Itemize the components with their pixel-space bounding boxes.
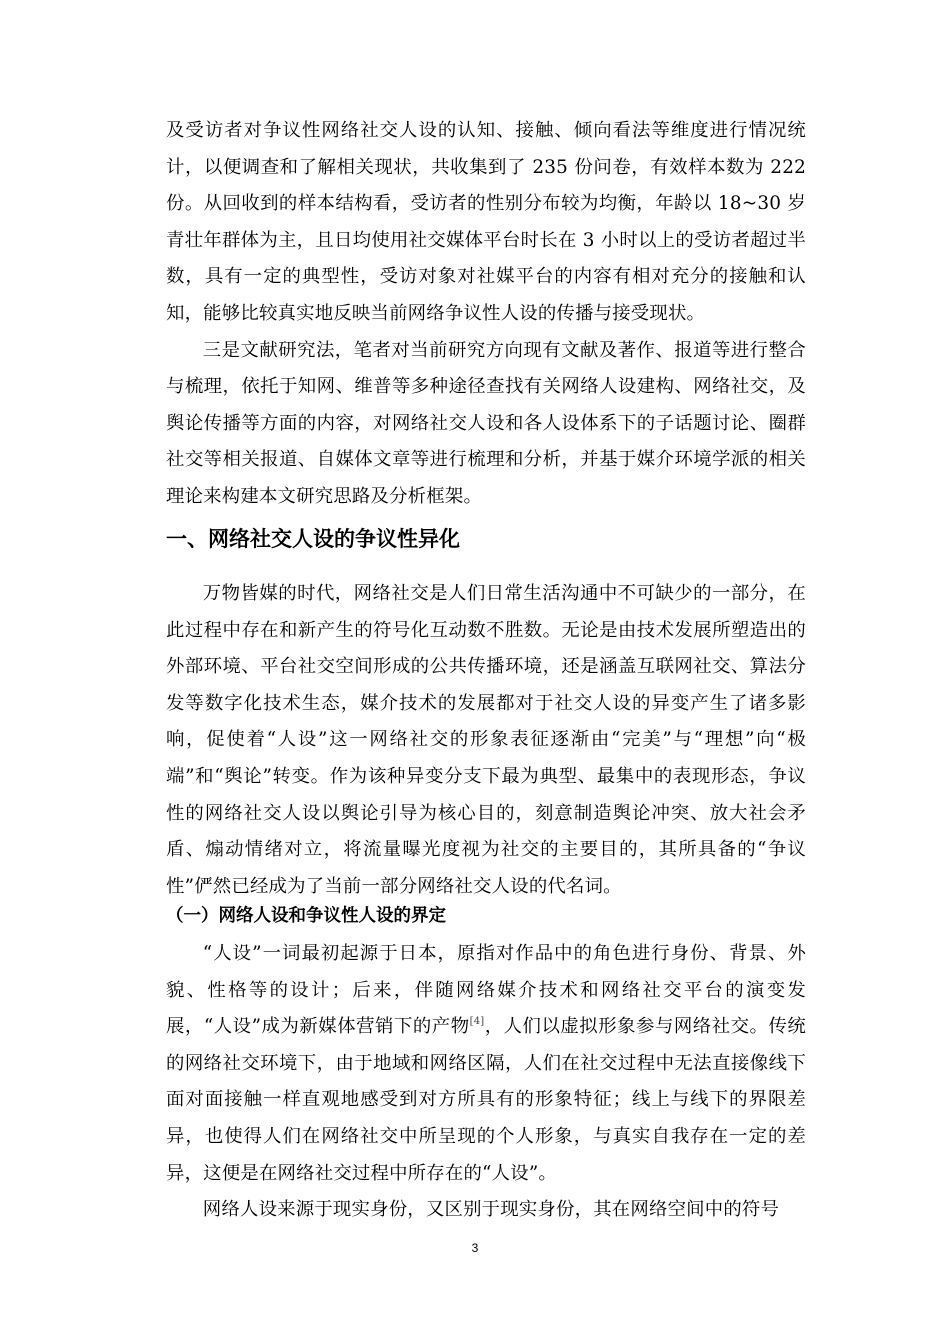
paragraph-persona-definition (166, 936, 806, 1192)
subsection-text-block (166, 936, 806, 1229)
persona-text-after-ref: ，人们以虚拟形象参与网络社交。传统的网络社交环境下，由于地域和网络区隔，人们在社交过程中无法直接像线下面对面接触一样直观地感受到对方所具有的形象特征；线上与线下的界限差异，也使得人们在网络社交中所呈现的个人形象，与真实自我存在一定的差异，这便是在网络社交过程中所存在的“人设”。 (166, 1016, 806, 1184)
paragraph-survey: 及受访者对争议性网络社交人设的认知、接触、倾向看法等维度进行情况统计，以便调查和了解相关现状，共收集到了 235 份问卷，有效样本数为 222 份。从回收到的样本结构看，受访者的性别分布较为均衡，年龄以 18~30 岁青壮年群体为主，且日均使用社交媒体平台时长在 3 小时以上的受访者超过半数，具有一定的典型性，受访对象对社媒平台的内容有相对充分的接触和认知，能够比较真实地反映当前网络争议性人设的传播与接受现状。 (166, 120, 806, 324)
paragraph-section-intro: 万物皆媒的时代，网络社交是人们日常生活沟通中不可缺少的一部分，在此过程中存在和新产生的符号化互动数不胜数。无论是由技术发展所塑造出的外部环境、平台社交空间形成的公共传播环境，还是涵盖互联网社交、算法分发等数字化技术生态，媒介技术的发展都对于社交人设的异变产生了诸多影响，促使着“人设”这一网络社交的形象表征逐渐由“完美”与“理想”向“极端”和“舆论”转变。作为该种异变分支下最为典型、最集中的表现形态，争议性的网络社交人设以舆论引导为核心目的，刻意制造舆论冲突、放大社会矛盾、煽动情绪对立，将流量曝光度视为社交的主要目的，其所具备的“争议性”俨然已经成为了当前一部分网络社交人设的代名词。 (166, 583, 806, 897)
page-number: 3 (471, 1241, 479, 1255)
section-heading: 一、网络社交人设的争议性异化 (166, 527, 460, 551)
paragraph-literature-method: 三是文献研究法，笔者对当前研究方向现有文献及著作、报道等进行整合与梳理，依托于知网、维普等多种途径查找有关网络人设建构、网络社交，及舆论传播等方面的内容，对网络社交人设和各人设体系下的子话题讨论、圈群社交等相关报道、自媒体文章等进行梳理和分析，并基于媒介环境学派的相关理论来构建本文研究思路及分析框架。 (166, 339, 806, 507)
section-text-block (166, 576, 806, 905)
persona-text-before-ref: “人设”一词最初起源于日本，原指对作品中的角色进行身份、背景、外貌、性格等的设计；后来，伴随网络媒介技术和网络社交平台的演变发展，“人设”成为新媒体营销下的产物 (166, 943, 806, 1038)
intro-text-block (166, 113, 806, 516)
subsection-heading: （一）网络人设和争议性人设的界定 (166, 906, 446, 926)
citation-ref: [4] (469, 1016, 485, 1028)
paragraph-persona-source: 网络人设来源于现实身份，又区别于现实身份，其在网络空间中的符号 (202, 1199, 780, 1221)
